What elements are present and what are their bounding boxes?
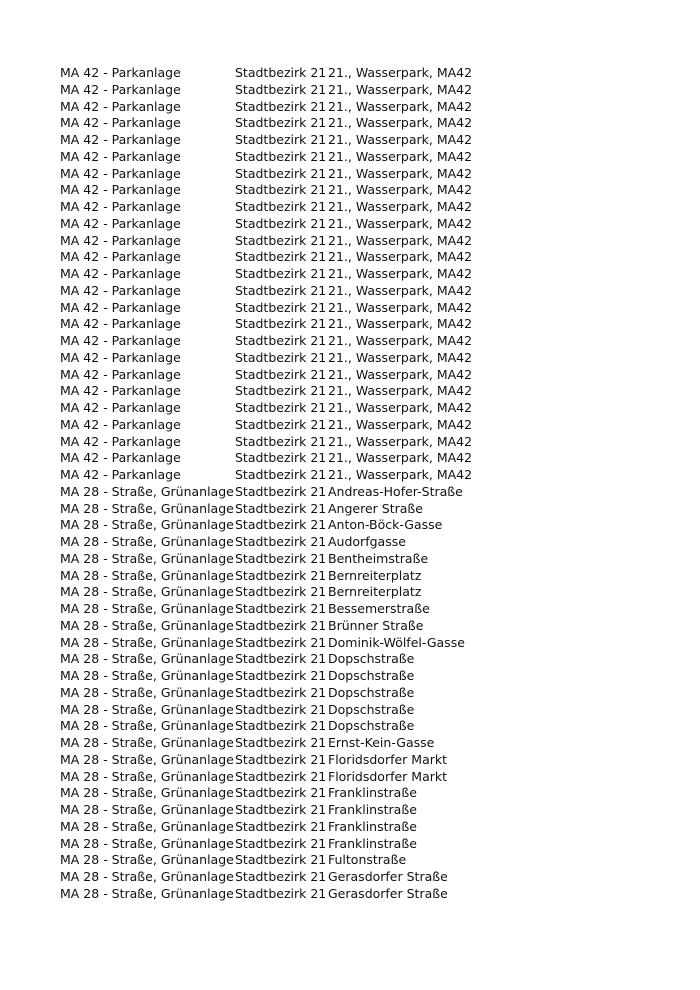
table-row xyxy=(60,149,660,166)
table-row xyxy=(60,534,660,551)
department-cell: MA 28 - Straße, Grünanlage xyxy=(60,668,234,683)
table-row xyxy=(60,82,660,99)
department-cell: MA 42 - Parkanlage xyxy=(60,98,181,114)
location-cell: 21., Wasserpark, MA42 xyxy=(328,148,473,164)
district-cell: Stadtbezirk 21 xyxy=(235,818,327,834)
district-cell: Stadtbezirk 21 xyxy=(235,517,327,533)
department-cell: MA 28 - Straße, Grünanlage xyxy=(60,651,234,667)
table-row xyxy=(60,316,660,333)
district-cell: Stadtbezirk 21 xyxy=(235,768,327,784)
location-cell: 21., Wasserpark, MA42 xyxy=(328,132,473,147)
department-cell: MA 28 - Straße, Grünanlage xyxy=(60,550,234,566)
district-cell: Stadtbezirk 21 xyxy=(235,132,327,147)
department-cell: MA 42 - Parkanlage xyxy=(60,65,181,80)
department-cell: MA 28 - Straße, Grünanlage xyxy=(60,885,234,901)
table-row xyxy=(60,383,660,400)
table-row xyxy=(60,584,660,601)
location-cell: 21., Wasserpark, MA42 xyxy=(328,349,473,365)
district-cell: Stadtbezirk 21 xyxy=(235,668,327,683)
table-row xyxy=(60,568,660,585)
department-cell: MA 28 - Straße, Grünanlage xyxy=(60,869,234,884)
department-cell: MA 42 - Parkanlage xyxy=(60,282,181,298)
department-cell: MA 42 - Parkanlage xyxy=(60,450,181,466)
location-cell: 21., Wasserpark, MA42 xyxy=(328,98,473,114)
district-cell: Stadtbezirk 21 xyxy=(235,885,327,901)
district-cell: Stadtbezirk 21 xyxy=(235,65,327,80)
district-cell: Stadtbezirk 21 xyxy=(235,483,327,499)
table-row xyxy=(60,668,660,685)
location-cell: 21., Wasserpark, MA42 xyxy=(328,199,473,214)
location-cell: Angerer Straße xyxy=(328,500,423,516)
location-cell: Bernreiterplatz xyxy=(328,567,422,583)
department-cell: MA 42 - Parkanlage xyxy=(60,215,181,231)
department-cell: MA 42 - Parkanlage xyxy=(60,400,181,415)
location-cell: Anton-Böck-Gasse xyxy=(328,517,443,533)
district-cell: Stadtbezirk 21 xyxy=(235,835,327,851)
table-row xyxy=(60,651,660,668)
table-row xyxy=(60,836,660,853)
department-cell: MA 28 - Straße, Grünanlage xyxy=(60,852,234,868)
table-row xyxy=(60,785,660,802)
table-row xyxy=(60,182,660,199)
location-cell: Dopschstraße xyxy=(328,684,415,700)
district-cell: Stadtbezirk 21 xyxy=(235,366,327,382)
table-row xyxy=(60,266,660,283)
location-cell: Dominik-Wölfel-Gasse xyxy=(328,634,465,650)
department-cell: MA 42 - Parkanlage xyxy=(60,467,181,482)
location-cell: Dopschstraße xyxy=(328,718,415,734)
location-cell: Franklinstraße xyxy=(328,802,417,817)
department-cell: MA 42 - Parkanlage xyxy=(60,199,181,214)
table-row xyxy=(60,249,660,266)
table-row xyxy=(60,233,660,250)
table-row xyxy=(60,434,660,451)
department-cell: MA 42 - Parkanlage xyxy=(60,81,181,97)
table-row xyxy=(60,132,660,149)
table-row xyxy=(60,166,660,183)
department-cell: MA 42 - Parkanlage xyxy=(60,433,181,449)
district-cell: Stadtbezirk 21 xyxy=(235,416,327,432)
location-cell: 21., Wasserpark, MA42 xyxy=(328,232,473,248)
table-row xyxy=(60,886,660,903)
table-row xyxy=(60,216,660,233)
district-cell: Stadtbezirk 21 xyxy=(235,785,327,801)
district-cell: Stadtbezirk 21 xyxy=(235,718,327,734)
department-cell: MA 42 - Parkanlage xyxy=(60,299,181,315)
location-cell: Bentheimstraße xyxy=(328,550,429,566)
table-row xyxy=(60,718,660,735)
table-row xyxy=(60,450,660,467)
department-cell: MA 28 - Straße, Grünanlage xyxy=(60,818,234,834)
department-cell: MA 42 - Parkanlage xyxy=(60,182,181,198)
location-cell: Franklinstraße xyxy=(328,835,417,851)
department-cell: MA 42 - Parkanlage xyxy=(60,249,181,265)
district-cell: Stadtbezirk 21 xyxy=(235,98,327,114)
table-row xyxy=(60,769,660,786)
location-cell: Floridsdorfer Markt xyxy=(328,768,448,784)
district-cell: Stadtbezirk 21 xyxy=(235,584,327,600)
location-cell: 21., Wasserpark, MA42 xyxy=(328,115,473,131)
location-cell: Dopschstraße xyxy=(328,668,415,683)
location-cell: Fultonstraße xyxy=(328,852,407,868)
district-cell: Stadtbezirk 21 xyxy=(235,182,327,198)
table-row xyxy=(60,501,660,518)
table-row xyxy=(60,702,660,719)
department-cell: MA 28 - Straße, Grünanlage xyxy=(60,534,234,549)
district-cell: Stadtbezirk 21 xyxy=(235,282,327,298)
district-cell: Stadtbezirk 21 xyxy=(235,349,327,365)
department-cell: MA 42 - Parkanlage xyxy=(60,349,181,365)
department-cell: MA 28 - Straße, Grünanlage xyxy=(60,835,234,851)
district-cell: Stadtbezirk 21 xyxy=(235,852,327,868)
district-cell: Stadtbezirk 21 xyxy=(235,199,327,214)
table-row xyxy=(60,283,660,300)
table-row xyxy=(60,467,660,484)
table-row xyxy=(60,869,660,886)
district-cell: Stadtbezirk 21 xyxy=(235,165,327,181)
table-row xyxy=(60,417,660,434)
department-cell: MA 42 - Parkanlage xyxy=(60,115,181,131)
table-row xyxy=(60,735,660,752)
table-row xyxy=(60,99,660,116)
department-cell: MA 28 - Straße, Grünanlage xyxy=(60,617,234,633)
table-row xyxy=(60,802,660,819)
location-cell: Floridsdorfer Markt xyxy=(328,751,448,767)
district-cell: Stadtbezirk 21 xyxy=(235,433,327,449)
location-cell: Ernst-Kein-Gasse xyxy=(328,735,435,750)
department-cell: MA 42 - Parkanlage xyxy=(60,266,181,281)
location-cell: Dopschstraße xyxy=(328,651,415,667)
table-row xyxy=(60,300,660,317)
department-cell: MA 42 - Parkanlage xyxy=(60,416,181,432)
location-cell: 21., Wasserpark, MA42 xyxy=(328,333,473,348)
table-row xyxy=(60,685,660,702)
table-row xyxy=(60,601,660,618)
district-cell: Stadtbezirk 21 xyxy=(235,81,327,97)
district-cell: Stadtbezirk 21 xyxy=(235,634,327,650)
department-cell: MA 42 - Parkanlage xyxy=(60,333,181,348)
location-cell: 21., Wasserpark, MA42 xyxy=(328,215,473,231)
table-row xyxy=(60,551,660,568)
district-cell: Stadtbezirk 21 xyxy=(235,869,327,884)
district-cell: Stadtbezirk 21 xyxy=(235,735,327,750)
department-cell: MA 28 - Straße, Grünanlage xyxy=(60,567,234,583)
location-cell: 21., Wasserpark, MA42 xyxy=(328,316,473,332)
department-cell: MA 42 - Parkanlage xyxy=(60,148,181,164)
location-cell: Audorfgasse xyxy=(328,534,406,549)
district-cell: Stadtbezirk 21 xyxy=(235,266,327,281)
location-cell: Andreas-Hofer-Straße xyxy=(328,483,463,499)
district-cell: Stadtbezirk 21 xyxy=(235,249,327,265)
table-row xyxy=(60,400,660,417)
location-cell: Brünner Straße xyxy=(328,617,424,633)
department-cell: MA 28 - Straße, Grünanlage xyxy=(60,517,234,533)
district-cell: Stadtbezirk 21 xyxy=(235,115,327,131)
table-row xyxy=(60,333,660,350)
department-cell: MA 42 - Parkanlage xyxy=(60,232,181,248)
district-cell: Stadtbezirk 21 xyxy=(235,232,327,248)
department-cell: MA 28 - Straße, Grünanlage xyxy=(60,701,234,717)
department-cell: MA 42 - Parkanlage xyxy=(60,316,181,332)
district-cell: Stadtbezirk 21 xyxy=(235,450,327,466)
district-cell: Stadtbezirk 21 xyxy=(235,601,327,616)
district-cell: Stadtbezirk 21 xyxy=(235,567,327,583)
location-cell: 21., Wasserpark, MA42 xyxy=(328,266,473,281)
location-cell: Gerasdorfer Straße xyxy=(328,869,448,884)
table-row xyxy=(60,115,660,132)
location-cell: 21., Wasserpark, MA42 xyxy=(328,400,473,415)
location-cell: Bessemerstraße xyxy=(328,601,430,616)
department-cell: MA 28 - Straße, Grünanlage xyxy=(60,768,234,784)
department-cell: MA 42 - Parkanlage xyxy=(60,132,181,147)
table-row xyxy=(60,618,660,635)
department-cell: MA 42 - Parkanlage xyxy=(60,366,181,382)
district-cell: Stadtbezirk 21 xyxy=(235,802,327,817)
table-row xyxy=(60,852,660,869)
department-cell: MA 42 - Parkanlage xyxy=(60,383,181,399)
location-cell: 21., Wasserpark, MA42 xyxy=(328,433,473,449)
district-cell: Stadtbezirk 21 xyxy=(235,333,327,348)
location-cell: Gerasdorfer Straße xyxy=(328,885,448,901)
district-cell: Stadtbezirk 21 xyxy=(235,400,327,415)
table-row xyxy=(60,752,660,769)
district-cell: Stadtbezirk 21 xyxy=(235,550,327,566)
location-cell: Bernreiterplatz xyxy=(328,584,422,600)
location-cell: 21., Wasserpark, MA42 xyxy=(328,182,473,198)
department-cell: MA 28 - Straße, Grünanlage xyxy=(60,634,234,650)
district-cell: Stadtbezirk 21 xyxy=(235,534,327,549)
district-cell: Stadtbezirk 21 xyxy=(235,467,327,482)
table-row xyxy=(60,350,660,367)
location-cell: 21., Wasserpark, MA42 xyxy=(328,467,473,482)
department-cell: MA 42 - Parkanlage xyxy=(60,165,181,181)
table-row xyxy=(60,484,660,501)
district-cell: Stadtbezirk 21 xyxy=(235,701,327,717)
table-row xyxy=(60,199,660,216)
location-cell: Franklinstraße xyxy=(328,818,417,834)
department-cell: MA 28 - Straße, Grünanlage xyxy=(60,735,234,750)
department-cell: MA 28 - Straße, Grünanlage xyxy=(60,584,234,600)
district-cell: Stadtbezirk 21 xyxy=(235,684,327,700)
district-cell: Stadtbezirk 21 xyxy=(235,299,327,315)
department-cell: MA 28 - Straße, Grünanlage xyxy=(60,684,234,700)
location-cell: 21., Wasserpark, MA42 xyxy=(328,450,473,466)
district-cell: Stadtbezirk 21 xyxy=(235,148,327,164)
location-cell: 21., Wasserpark, MA42 xyxy=(328,416,473,432)
table-row xyxy=(60,635,660,652)
location-cell: 21., Wasserpark, MA42 xyxy=(328,282,473,298)
district-cell: Stadtbezirk 21 xyxy=(235,215,327,231)
department-cell: MA 28 - Straße, Grünanlage xyxy=(60,785,234,801)
location-cell: 21., Wasserpark, MA42 xyxy=(328,65,473,80)
district-cell: Stadtbezirk 21 xyxy=(235,617,327,633)
department-cell: MA 28 - Straße, Grünanlage xyxy=(60,601,234,616)
table-row xyxy=(60,819,660,836)
district-cell: Stadtbezirk 21 xyxy=(235,383,327,399)
location-cell: 21., Wasserpark, MA42 xyxy=(328,383,473,399)
department-cell: MA 28 - Straße, Grünanlage xyxy=(60,718,234,734)
district-cell: Stadtbezirk 21 xyxy=(235,651,327,667)
district-cell: Stadtbezirk 21 xyxy=(235,316,327,332)
data-table xyxy=(60,65,660,903)
location-cell: 21., Wasserpark, MA42 xyxy=(328,299,473,315)
department-cell: MA 28 - Straße, Grünanlage xyxy=(60,802,234,817)
table-row xyxy=(60,517,660,534)
table-row xyxy=(60,367,660,384)
department-cell: MA 28 - Straße, Grünanlage xyxy=(60,500,234,516)
district-cell: Stadtbezirk 21 xyxy=(235,751,327,767)
location-cell: Franklinstraße xyxy=(328,785,417,801)
location-cell: 21., Wasserpark, MA42 xyxy=(328,366,473,382)
table-row xyxy=(60,65,660,82)
department-cell: MA 28 - Straße, Grünanlage xyxy=(60,751,234,767)
district-cell: Stadtbezirk 21 xyxy=(235,500,327,516)
location-cell: 21., Wasserpark, MA42 xyxy=(328,81,473,97)
location-cell: 21., Wasserpark, MA42 xyxy=(328,165,473,181)
location-cell: Dopschstraße xyxy=(328,701,415,717)
department-cell: MA 28 - Straße, Grünanlage xyxy=(60,483,234,499)
location-cell: 21., Wasserpark, MA42 xyxy=(328,249,473,265)
